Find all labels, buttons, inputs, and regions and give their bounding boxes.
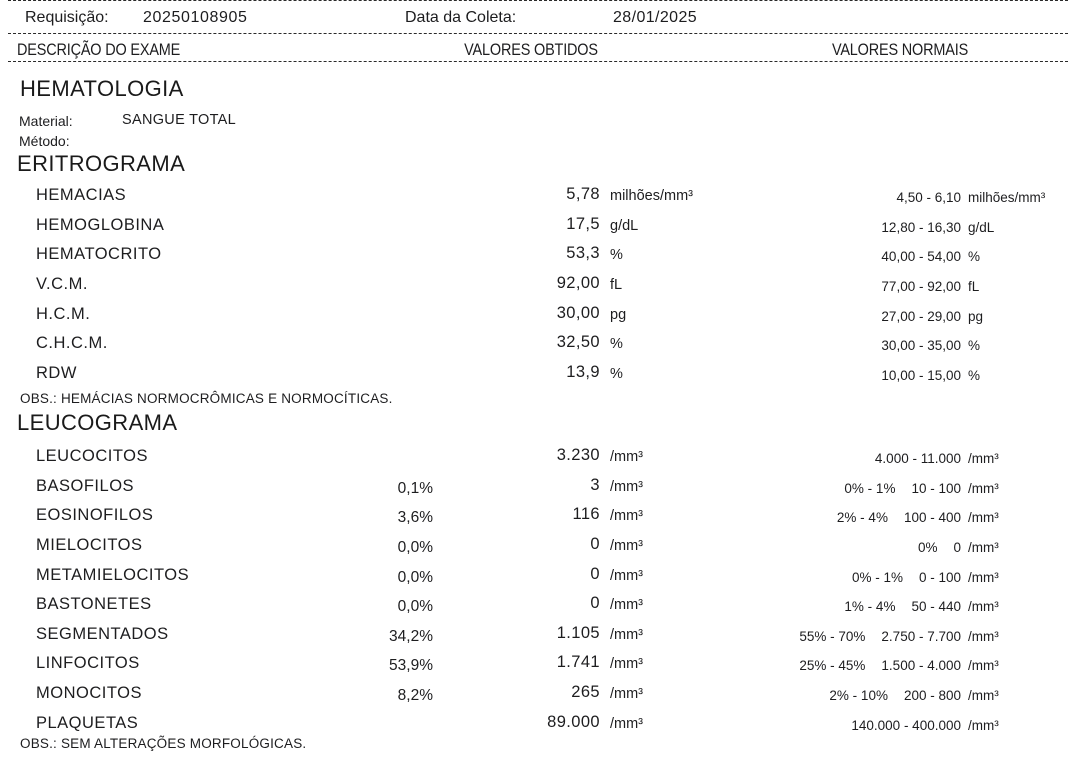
percent-value: 0,1%: [397, 479, 433, 497]
obtained-unit: /mm³: [610, 508, 644, 525]
obtained-value: 53,3: [566, 244, 600, 263]
obtained-value: 13,9: [566, 362, 600, 381]
exam-name: BASOFILOS: [36, 476, 135, 495]
divider: [8, 33, 1068, 34]
exam-name: METAMIELOCITOS: [36, 565, 190, 584]
normal-unit: /mm³: [968, 480, 999, 496]
observation-eritrograma: OBS.: HEMÁCIAS NORMOCRÔMICAS E NORMOCÍTICAS.: [20, 391, 393, 406]
obtained-value: 1.105: [556, 623, 600, 642]
normal-range: 77,00 - 92,00: [881, 278, 961, 294]
obtained-unit: fL: [610, 276, 623, 293]
normal-range: 30,00 - 35,00: [881, 338, 961, 354]
table-row: [0, 213, 1075, 243]
obtained-value: 0: [590, 594, 600, 613]
obtained-unit: /mm³: [610, 656, 644, 673]
normal-range: 40,00 - 54,00: [881, 249, 961, 265]
normal-range-group: [620, 338, 961, 353]
table-row: [0, 444, 1075, 474]
percent-value: 0,0%: [397, 568, 433, 586]
obtained-value: 0: [590, 564, 600, 583]
obtained-value: 1.741: [556, 653, 600, 672]
obtained-unit: /mm³: [610, 449, 644, 465]
table-row: [0, 331, 1075, 361]
normal-percent-range: 2% - 10%: [829, 688, 888, 704]
normal-unit: /mm³: [968, 688, 999, 704]
leucograma-table: [0, 444, 1075, 740]
normal-unit: g/dL: [968, 219, 995, 235]
normal-range-group: [620, 688, 961, 703]
obtained-unit: /mm³: [610, 478, 644, 495]
normal-range-group: [620, 279, 961, 294]
exam-name: EOSINOFILOS: [36, 506, 154, 525]
normal-range: 1.500 - 4.000: [881, 658, 961, 674]
obtained-value: 116: [572, 505, 600, 524]
normal-range: 2.750 - 7.700: [881, 628, 961, 644]
material-label: Material:: [19, 113, 73, 129]
requisition-value: 20250108905: [143, 9, 248, 26]
normal-range-group: [620, 599, 961, 614]
normal-range-group: [620, 309, 961, 324]
percent-value: 53,9%: [389, 657, 433, 675]
method-label: Método:: [19, 133, 70, 149]
normal-range-group: [620, 451, 961, 466]
normal-range: 50 - 440: [911, 599, 961, 615]
exam-name: PLAQUETAS: [36, 713, 139, 732]
obtained-value: 0: [590, 534, 600, 553]
normal-range-group: [620, 658, 961, 673]
normal-range: 12,80 - 16,30: [881, 219, 961, 235]
normal-unit: /mm³: [968, 599, 999, 615]
exam-name: SEGMENTADOS: [36, 624, 169, 643]
exam-name: V.C.M.: [36, 274, 88, 293]
obtained-unit: /mm³: [610, 567, 644, 584]
normal-range: 4,50 - 6,10: [896, 190, 961, 205]
obtained-value: 265: [571, 683, 600, 702]
normal-unit: milhões/mm³: [968, 190, 1046, 205]
table-row: [0, 474, 1075, 504]
column-header-obtained: VALORES OBTIDOS: [464, 40, 598, 59]
normal-unit: %: [968, 249, 981, 265]
exam-name: HEMATOCRITO: [36, 245, 162, 264]
obtained-value: 3: [590, 475, 600, 494]
percent-value: 3,6%: [397, 509, 433, 527]
exam-name: MIELOCITOS: [36, 535, 143, 554]
exam-name: H.C.M.: [36, 304, 91, 323]
exam-name: LINFOCITOS: [36, 654, 140, 673]
percent-value: 0,0%: [397, 598, 433, 616]
column-header-normal: VALORES NORMAIS: [831, 40, 969, 59]
normal-range-group: [620, 510, 961, 525]
table-row: [0, 361, 1075, 391]
observation-leucograma: OBS.: SEM ALTERAÇÕES MORFOLÓGICAS.: [20, 736, 307, 751]
obtained-value: 89.000: [547, 712, 600, 731]
obtained-unit: /mm³: [610, 537, 644, 554]
percent-value: 34,2%: [389, 627, 433, 645]
obtained-unit: %: [610, 365, 623, 382]
obtained-value: 5,78: [566, 185, 600, 203]
normal-unit: /mm³: [968, 510, 999, 526]
normal-range: 140.000 - 400.000: [851, 717, 961, 733]
normal-range-group: [620, 629, 961, 644]
normal-range-group: [620, 540, 961, 555]
obtained-unit: g/dL: [610, 217, 639, 234]
normal-percent-range: 0% - 1%: [851, 569, 903, 585]
normal-unit: /mm³: [968, 628, 999, 644]
section-title-eritrograma: ERITROGRAMA: [17, 151, 186, 176]
normal-unit: /mm³: [968, 539, 999, 555]
normal-range: 0: [953, 539, 961, 555]
table-row: [0, 622, 1075, 652]
obtained-value: 32,50: [556, 333, 600, 352]
obtained-unit: /mm³: [610, 686, 644, 703]
normal-unit: /mm³: [968, 717, 999, 733]
normal-range: 27,00 - 29,00: [881, 308, 961, 324]
normal-range-group: [620, 190, 961, 205]
obtained-unit: %: [610, 336, 623, 353]
table-row: [0, 533, 1075, 563]
table-row: [0, 681, 1075, 711]
exam-name: LEUCOCITOS: [36, 447, 148, 465]
obtained-unit: pg: [610, 306, 627, 323]
normal-range-group: [620, 249, 961, 264]
collection-date-label: Data da Coleta:: [405, 9, 517, 26]
column-header-exam: DESCRIÇÃO DO EXAME: [17, 40, 181, 59]
table-row: [0, 302, 1075, 332]
obtained-unit: /mm³: [610, 597, 644, 614]
normal-percent-range: 55% - 70%: [799, 628, 866, 644]
table-row: [0, 592, 1075, 622]
normal-range-group: [620, 220, 961, 235]
divider: [8, 0, 1068, 1]
table-row: [0, 651, 1075, 681]
normal-unit: /mm³: [968, 569, 999, 585]
normal-unit: %: [968, 338, 981, 354]
collection-date-value: 28/01/2025: [613, 9, 698, 26]
normal-unit: /mm³: [968, 451, 999, 466]
normal-percent-range: 25% - 45%: [799, 658, 866, 674]
table-row: [0, 183, 1075, 213]
normal-unit: %: [968, 367, 981, 383]
normal-range: 0 - 100: [918, 569, 961, 585]
exam-name: RDW: [36, 363, 77, 382]
normal-unit: pg: [968, 308, 984, 324]
normal-range: 4.000 - 11.000: [874, 451, 961, 466]
normal-range: 200 - 800: [903, 688, 961, 704]
normal-percent-range: 0%: [917, 539, 938, 555]
obtained-unit: /mm³: [610, 626, 644, 643]
exam-name: BASTONETES: [36, 595, 152, 614]
table-row: [0, 242, 1075, 272]
obtained-value: 17,5: [566, 214, 600, 233]
normal-unit: /mm³: [968, 658, 999, 674]
exam-name: HEMACIAS: [36, 186, 127, 204]
obtained-unit: %: [610, 247, 623, 264]
material-value: SANGUE TOTAL: [122, 112, 236, 128]
normal-range-group: [620, 718, 961, 733]
table-row: [0, 503, 1075, 533]
table-row: [0, 272, 1075, 302]
eritrograma-table: [0, 183, 1075, 390]
normal-unit: fL: [968, 278, 980, 294]
normal-percent-range: 0% - 1%: [844, 480, 896, 496]
exam-name: MONOCITOS: [36, 684, 142, 703]
percent-value: 0,0%: [397, 538, 433, 556]
table-row: [0, 563, 1075, 593]
obtained-unit: milhões/mm³: [610, 188, 693, 204]
section-title-leucograma: LEUCOGRAMA: [17, 410, 178, 435]
exam-name: HEMOGLOBINA: [36, 215, 165, 234]
divider: [8, 61, 1068, 62]
obtained-value: 30,00: [556, 303, 600, 322]
normal-range: 100 - 400: [903, 510, 961, 526]
normal-range-group: [620, 481, 961, 496]
section-title-hematologia: HEMATOLOGIA: [20, 76, 184, 101]
obtained-value: 92,00: [556, 273, 600, 292]
exam-name: C.H.C.M.: [36, 334, 108, 353]
normal-percent-range: 1% - 4%: [844, 599, 896, 615]
normal-percent-range: 2% - 4%: [836, 510, 888, 526]
normal-range-group: [620, 570, 961, 585]
requisition-label: Requisição:: [25, 9, 109, 26]
normal-range-group: [620, 368, 961, 383]
normal-range: 10,00 - 15,00: [881, 367, 961, 383]
obtained-value: 3.230: [556, 446, 600, 464]
obtained-unit: /mm³: [610, 715, 644, 732]
normal-range: 10 - 100: [911, 480, 961, 496]
percent-value: 8,2%: [397, 687, 433, 705]
